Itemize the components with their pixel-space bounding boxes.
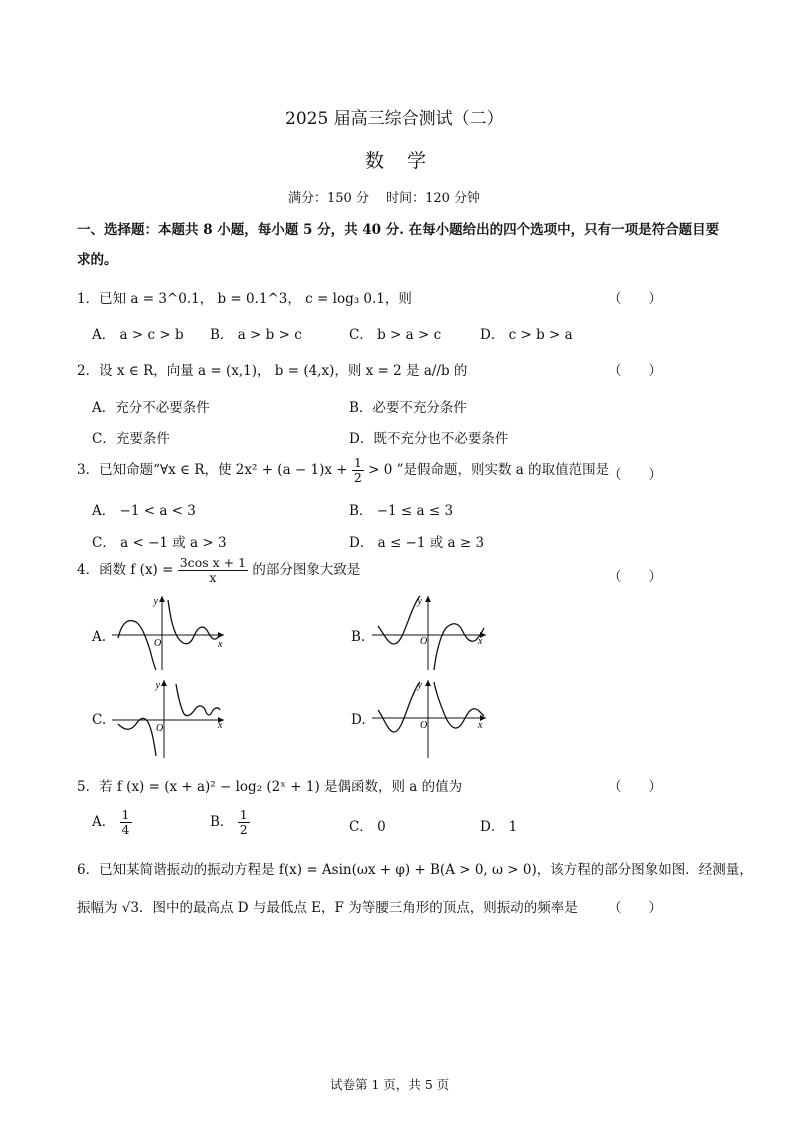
curve-left [118, 621, 156, 670]
y-label: y [155, 680, 160, 691]
answer-blank-3: （ ） [608, 467, 662, 483]
q4-option-d-label: D. [351, 712, 366, 728]
question-stem-end: 的部分图象大致是 [252, 561, 361, 578]
question-1 [77, 287, 412, 307]
exam-meta: 满分：150 分 时间：120 分钟 [288, 191, 481, 206]
fraction-denominator: 4 [121, 821, 130, 837]
y-axis-arrow [425, 680, 431, 686]
question-number: 6． [77, 862, 100, 878]
origin-label: O [420, 720, 428, 731]
page-footer: 试卷第 1 页，共 5 页 [330, 1077, 450, 1092]
q1-option-a: A． a > c > b [92, 327, 184, 343]
fraction-numerator: 1 [239, 807, 248, 822]
y-axis-arrow [159, 596, 165, 602]
curve-left [118, 718, 156, 756]
q5-option-d: D． 1 [480, 819, 518, 835]
graph-d [372, 676, 492, 760]
question-2 [77, 359, 467, 379]
q4-option-b-label: B. [351, 629, 366, 645]
y-label: y [417, 596, 422, 607]
curve-right [434, 624, 484, 670]
fraction-half [352, 456, 364, 485]
question-number: 1． [77, 291, 100, 307]
fraction-function [178, 556, 248, 585]
q5-option-c: C． 0 [349, 819, 386, 835]
q1-option-c: C． b > a > c [349, 327, 442, 343]
y-axis-arrow [161, 680, 167, 686]
x-label: x [218, 639, 223, 650]
graph-c [112, 676, 232, 760]
origin-label: O [156, 723, 164, 734]
question-3 [77, 456, 609, 485]
curve-right [176, 684, 220, 716]
answer-blank-6: （ ） [608, 900, 662, 916]
option-label: B． [210, 813, 234, 830]
option-label: A． [92, 813, 116, 830]
answer-blank-1: （ ） [608, 291, 662, 307]
curve-right [434, 682, 484, 728]
fraction-numerator: 1 [121, 807, 130, 822]
question-stem-start: 函数 f (x) = [99, 561, 174, 578]
subject-title: 数 学 [365, 150, 429, 172]
origin-label: O [420, 636, 428, 647]
q3-option-c: C． a < −1 或 a > 3 [92, 535, 227, 551]
x-label: x [218, 720, 223, 731]
exam-title: 2025 届高三综合测试（二） [285, 109, 504, 129]
answer-blank-4: （ ） [608, 569, 662, 585]
question-stem-start: 已知命题“∀x ∈ R，使 2x² + (a − 1)x + [99, 461, 348, 478]
fraction-numerator: 3cos x + 1 [179, 555, 247, 570]
fraction-quarter [120, 808, 132, 837]
fraction-numerator: 1 [353, 455, 362, 470]
q3-option-b: B． −1 ≤ a ≤ 3 [349, 503, 454, 519]
y-label: y [417, 680, 422, 691]
q5-option-a [92, 808, 132, 837]
graph-a [112, 592, 232, 672]
fraction-denominator: 2 [353, 469, 362, 485]
answer-blank-2: （ ） [608, 363, 662, 379]
curve-right [168, 600, 220, 644]
question-stem: 已知某简谐振动的振动方程是 f(x) = Asin(ωx + φ) + B(A > 0, ω > 0)，该方程的部分图象如图．经测量， [99, 862, 753, 878]
y-axis-arrow [425, 596, 431, 602]
question-stem-end: > 0 ”是假命题，则实数 a 的取值范围是 [368, 461, 610, 478]
fraction-denominator: 2 [239, 821, 248, 837]
origin-label: O [154, 638, 162, 649]
fraction-half [238, 808, 250, 837]
q1-option-d: D． c > b > a [480, 327, 573, 343]
section-heading-line1: 一、选择题：本题共 8 小题，每小题 5 分，共 40 分. 在每小题给出的四个选项中，只有一项是符合题目要 [77, 222, 720, 238]
question-number: 2． [77, 363, 100, 379]
question-6-line2: 振幅为 √3．图中的最高点 D 与最低点 E，F 为等腰三角形的顶点，则振动的频率是 [77, 900, 578, 916]
question-6-line1 [77, 858, 753, 878]
curve-left [378, 596, 420, 644]
q2-option-c: C．充要条件 [92, 431, 170, 447]
answer-blank-5: （ ） [608, 779, 662, 795]
question-4 [77, 556, 360, 585]
q2-option-b: B．必要不充分条件 [349, 400, 467, 416]
question-stem: 设 x ∈ R，向量 a = (x,1)， b = (4,x)，则 x = 2 是 a//b 的 [99, 363, 468, 379]
x-label: x [478, 720, 483, 731]
section-heading-line2: 求的。 [77, 252, 118, 268]
q2-option-d: D．既不充分也不必要条件 [349, 431, 509, 447]
q5-option-b [210, 808, 250, 837]
q3-option-a: A． −1 < a < 3 [92, 503, 196, 519]
curve-left [378, 682, 420, 732]
question-number: 3． [77, 461, 100, 478]
question-stem: 若 f (x) = (x + a)² − log₂ (2ˣ + 1) 是偶函数，则 a 的值为 [99, 779, 463, 795]
question-stem: 已知 a = 3^0.1， b = 0.1^3， c = log₃ 0.1，则 [99, 291, 412, 307]
x-label: x [478, 636, 483, 647]
q4-option-a-label: A. [92, 629, 107, 645]
q1-option-b: B． a > b > c [210, 327, 302, 343]
fraction-denominator: x [209, 569, 217, 585]
question-5 [77, 775, 462, 795]
question-number: 4． [77, 561, 100, 578]
q2-option-a: A．充分不必要条件 [92, 400, 210, 416]
q3-option-d: D． a ≤ −1 或 a ≥ 3 [349, 535, 485, 551]
question-number: 5． [77, 779, 100, 795]
q4-option-c-label: C. [92, 712, 107, 728]
y-label: y [153, 596, 158, 607]
graph-b [372, 592, 492, 672]
